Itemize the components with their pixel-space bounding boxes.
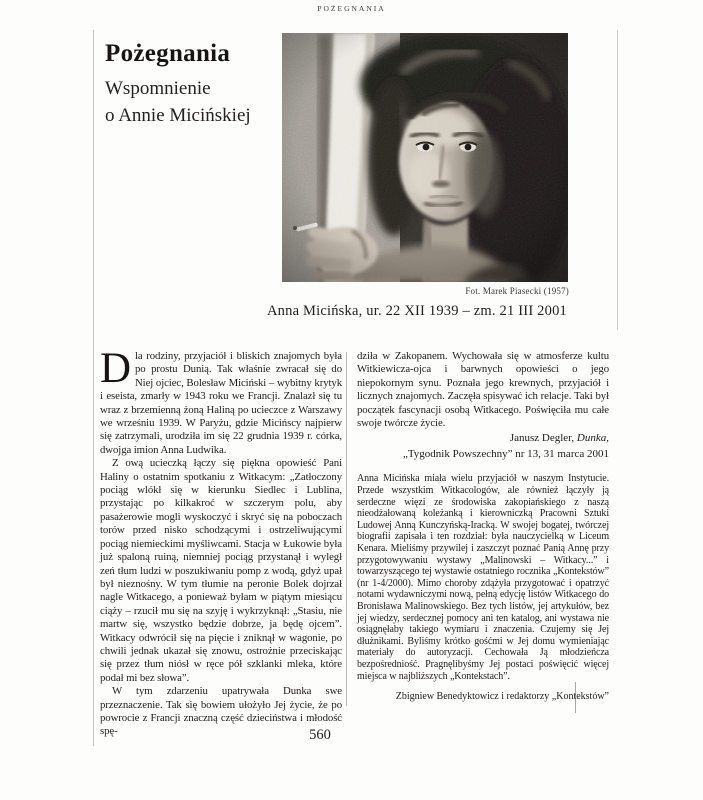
right-column (357, 350, 609, 703)
photo-credit: Fot. Marek Piasecki (1957) (465, 286, 569, 296)
signature-degler-work: Dunka (576, 432, 607, 445)
subtitle-line-1: Wspomnienie (105, 78, 211, 99)
paragraph-4: dziła w Zakopanem. Wychowała się w atmosferze kultu Witkiewicza-ojca i barwnych opowieści o jego niepokornym synu. Poznała jego krewnych, przyjaciół i licznych znajomych. Zaczęła spisywać ich relacje. Taki był początek fascynacji osobą Witkacego. Poświęciła mu całe swoje twórcze życie. (357, 350, 609, 430)
paragraph-3: W tym zdarzeniu upatrywała Dunka swe przeznaczenie. Tak się bowiem ułożyło Jej życie, że po powrocie z Francji znaczną część dzieciństwa i młodość spę- (100, 685, 342, 738)
column-divider-rule (346, 352, 347, 706)
paragraph-5: Anna Micińska miała wielu przyjaciół w naszym Instytucie. Przede wszystkim Witkacologów, ale również łączyły ją serdeczne więzi ze środowiska zakopiańskiego z naszą nieodżałowaną koleżanką i kierowniczką Pracowni Sztuki Ludowej Anną Kunczyńską-Iracką. W swojej bogatej, twórczej biografii zapisała i ten rozdział: była nauczycielką w Liceum Kenara. Mieliśmy przywilej i zaszczyt poznać Panią Annę przy przygotowywaniu wystawy „Malinowski – Witkacy...” i towarzyszącego tej wystawie ostatniego rocznika „Kontekstów” (nr 1-4/2000). Mimo choroby zdążyła przygotować i opatrzyć notami wydawniczymi nową, pełną edycję listów Witkacego do Bronisława Malinowskiego. Bez tych listów, jej artykułów, bez jej wiedzy, serdecznej pomocy ani ten katalog, ani wystawa nie osiągnęłaby takiego wymiaru i znaczenia. Czujemy się Jej dłużnikami. Byliśmy krótko gośćmi w Jej domu wymieniając materiały do autoryzacji. Cechowała Ją młodzieńcza bezpośredniość. Pragnęlibyśmy Jej postaci poświęcić więcej miejsca w najbliższych „Kontekstach”. (357, 473, 609, 682)
portrait-photo-art (282, 33, 568, 282)
paragraph-1-text: la rodziny, przyjaciół i bliskich znajomych była po prostu Dunią. Tak właśnie zwracał się do Niej ojciec, Bolesław Miciński – wybitny krytyk i eseista, zmarły w 1943 roku we Francji. Znalazł się tu wraz z brzemienną żoną Haliną po ucieczce z Warszawy we wrześniu 1939. W Paryżu, gdzie Micińscy najpierw się zatrzymali, urodziła im się 22 grudnia 1939 r. córka, dwojga imion Anna Ludwika. (100, 350, 342, 456)
photo-caption: Anna Micińska, ur. 22 XII 1939 – zm. 21 III 2001 (267, 303, 567, 319)
paragraph-1 (100, 345, 342, 457)
signature-degler-name: Janusz Degler, (509, 432, 577, 445)
drop-cap: D (100, 345, 131, 392)
left-column (100, 345, 342, 739)
signature-degler-source: „Tygodnik Powszechny” nr 13, 31 marca 2001 (402, 447, 609, 460)
title-block (105, 40, 275, 128)
paragraph-2: Z ową ucieczką łączy się piękna opowieść Pani Haliny o ostatnim spotkaniu z Witkacym: „Zatłoczony pociąg wlókł się w kierunku Siedlec i Lublina, przystając po kilkakroć w szczerym polu, aby pasażerowie mogli wyskoczyć i skryć się na poboczach torów przed nisko schodzącymi i ostrzeliwującymi pociąg niemieckimi myśliwcami. Stacja w Łukowie była już spaloną ruiną, niemniej pociąg przystanął i wyległ zeń tłum ludzi w poszukiwaniu pomp z wodą, gdyż upał był nieznośny. W tym tłumie na peronie Bolek dojrzał nagle Witkacego, a ponieważ byłam w piątym miesiącu ciąży – rzucił mu się na szyję i wykrzyknął: „Stasiu, nie martw się, wszystko będzie dobrze, ja będę ojcem”. Witkacy odwrócił się na pięcie i zniknął w wagonie, po chwili jednak ukazał się znowu, ostrożnie przeciskając się przez tłum niósł w ręce pół szklanki mleka, które podał mi bez słowa”. (100, 457, 342, 684)
right-margin-rule (617, 30, 618, 330)
signature-degler: Janusz Degler, Dunka, (509, 432, 609, 445)
subtitle-line-2: o Annie Micińskiej (105, 105, 251, 126)
signature-benedyktowicz: Zbigniew Benedyktowicz i redaktorzy „Kontekstów” (395, 691, 609, 703)
running-head: POŻEGNANIA (317, 4, 386, 13)
left-margin-rule (93, 30, 94, 746)
portrait-photo (282, 33, 568, 282)
page-number: 560 (309, 727, 331, 743)
page-title: Pożegnania (105, 40, 231, 67)
